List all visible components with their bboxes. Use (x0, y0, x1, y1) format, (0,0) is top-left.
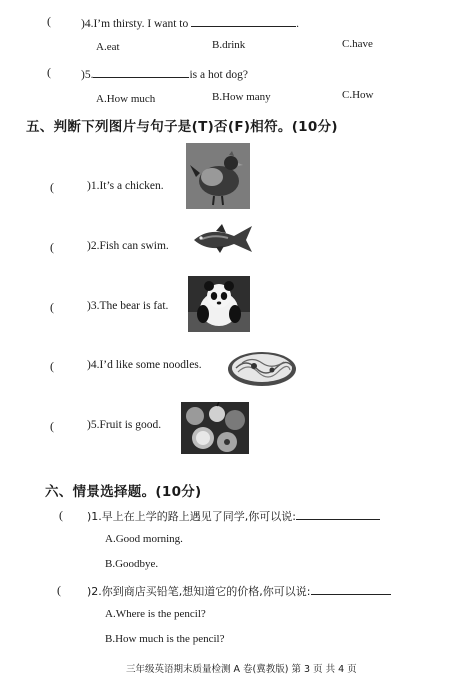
p6-q1-paren: ( (59, 508, 63, 522)
q4-option-c: C.have (342, 38, 373, 50)
p5-item1-text: )1.It’s a chicken. (87, 180, 164, 192)
q4-paren-close: ) (81, 18, 85, 30)
part6-heading: 六、情景选择题。(10分) (45, 484, 202, 500)
q5-option-c: C.How (342, 89, 374, 101)
p6-q2-answer-blank[interactable] (311, 582, 391, 595)
p5-item3-paren: ( (50, 300, 54, 314)
p5-item2-paren: ( (50, 240, 54, 254)
chicken-image (186, 143, 250, 209)
q5-answer-blank[interactable] (93, 65, 189, 78)
page-footer: 三年级英语期末质量检测 A 卷(冀教版) 第 3 页 共 4 页 (126, 664, 357, 675)
q5-question (81, 65, 248, 81)
p6-q2-option-b: B.How much is the pencil? (105, 633, 225, 645)
q4-option-b: B.drink (212, 39, 246, 51)
fruit-image (181, 402, 249, 454)
p5-item5-paren: ( (50, 419, 54, 433)
p6-q1-text (87, 507, 380, 524)
q4-question (81, 14, 299, 30)
p6-q2-prompt: )2.你到商店买铅笔,想知道它的价格,你可以说: (87, 585, 311, 598)
p6-q1-option-b: B.Goodbye. (105, 558, 159, 570)
q4-period: . (296, 18, 299, 30)
q5-option-b: B.How many (212, 91, 271, 103)
q4-paren-open: ( (47, 14, 51, 28)
p6-q1-answer-blank[interactable] (296, 507, 380, 520)
p6-q1-prompt: )1.早上在上学的路上遇见了同学,你可以说: (87, 510, 296, 523)
q5-number: 5. (84, 69, 94, 81)
q5-paren-close: ) (81, 69, 85, 81)
p5-item3-text: )3.The bear is fat. (87, 300, 169, 312)
q5-paren-open: ( (47, 65, 51, 79)
p6-q2-text (87, 582, 391, 599)
p5-item4-text: )4.I’d like some noodles. (87, 359, 202, 371)
p6-q2-paren: ( (57, 583, 61, 597)
part5-heading: 五、判断下列图片与句子是(T)否(F)相符。(10分) (26, 119, 338, 135)
q4-text: 4.I’m thirsty. I want to (84, 18, 189, 30)
q4-option-a: A.eat (96, 41, 120, 53)
p6-q2-option-a: A.Where is the pencil? (105, 608, 206, 620)
p5-item1-paren: ( (50, 180, 54, 194)
p5-item4-paren: ( (50, 359, 54, 373)
p6-q1-option-a: A.Good morning. (105, 533, 183, 545)
q4-answer-blank[interactable] (191, 14, 296, 27)
q5-option-a: A.How much (96, 93, 156, 105)
panda-image (188, 276, 250, 332)
p5-item2-text: )2.Fish can swim. (87, 240, 169, 252)
noodles-image (226, 350, 298, 388)
q5-text: is a hot dog? (189, 69, 248, 81)
fish-image (188, 222, 256, 256)
p5-item5-text: )5.Fruit is good. (87, 419, 162, 431)
